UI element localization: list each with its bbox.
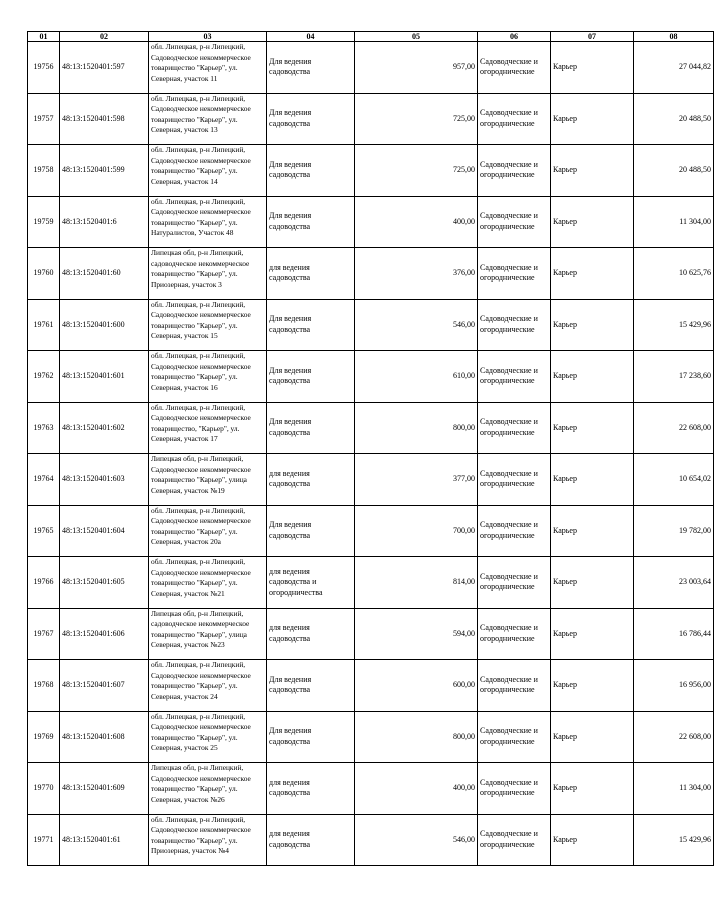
row-number: 19770	[28, 763, 60, 815]
row-number: 19768	[28, 660, 60, 712]
area: 610,00	[355, 351, 478, 403]
column-header: 06	[478, 32, 551, 42]
cadastral-number: 48:13:1520401:604	[60, 505, 149, 557]
cadastral-value: 22 608,00	[634, 402, 714, 454]
permitted-use: для ведения садоводства	[267, 248, 355, 300]
partnership-name: Карьер	[551, 93, 634, 145]
row-number: 19760	[28, 248, 60, 300]
area: 546,00	[355, 299, 478, 351]
row-number: 19757	[28, 93, 60, 145]
address: обл. Липецкая, р-н Липецкий, Садоводческое некоммерческое товарищество, "Карьер", ул. Северная, участок 17	[149, 402, 267, 454]
cadastral-number: 48:13:1520401:598	[60, 93, 149, 145]
address: обл. Липецкая, р-н Липецкий, Садоводческое некоммерческое товарищество "Карьер", ул. Северная, участок 20а	[149, 505, 267, 557]
address: обл. Липецкая, р-н Липецкий, Садоводческое некоммерческое товарищество "Карьер", ул. Северная, участок 25	[149, 711, 267, 763]
land-category: Садоводческие и огороднические	[478, 557, 551, 609]
row-number: 19765	[28, 505, 60, 557]
land-category: Садоводческие и огороднические	[478, 660, 551, 712]
address: Липецкая обл, р-н Липецкий, Садоводческое некоммерческое товарищество "Карьер", улица Северная, участок №19	[149, 454, 267, 506]
partnership-name: Карьер	[551, 248, 634, 300]
partnership-name: Карьер	[551, 454, 634, 506]
table-row	[28, 557, 714, 609]
cadastral-value: 20 488,50	[634, 93, 714, 145]
cadastral-value: 11 304,00	[634, 196, 714, 248]
address: обл. Липецкая, р-н Липецкий, Садоводческое некоммерческое товарищество "Карьер", ул. Северная, участок 24	[149, 660, 267, 712]
land-category: Садоводческие и огороднические	[478, 145, 551, 197]
partnership-name: Карьер	[551, 299, 634, 351]
cadastral-number: 48:13:1520401:601	[60, 351, 149, 403]
column-header: 05	[355, 32, 478, 42]
partnership-name: Карьер	[551, 505, 634, 557]
area: 600,00	[355, 660, 478, 712]
partnership-name: Карьер	[551, 145, 634, 197]
area: 400,00	[355, 763, 478, 815]
cadastral-number: 48:13:1520401:605	[60, 557, 149, 609]
land-category: Садоводческие и огороднические	[478, 248, 551, 300]
area: 377,00	[355, 454, 478, 506]
partnership-name: Карьер	[551, 814, 634, 866]
cadastral-number: 48:13:1520401:597	[60, 42, 149, 94]
table-row	[28, 814, 714, 866]
cadastral-value: 15 429,96	[634, 299, 714, 351]
cadastral-number: 48:13:1520401:609	[60, 763, 149, 815]
address: Липецкая обл, р-н Липецкий, Садоводческое некоммерческое товарищество "Карьер", ул. Северная, участок №26	[149, 763, 267, 815]
address: обл. Липецкая, р-н Липецкий, Садоводческое некоммерческое товарищество "Карьер", ул. Северная, участок 16	[149, 351, 267, 403]
area: 700,00	[355, 505, 478, 557]
permitted-use: для ведения садоводства	[267, 608, 355, 660]
address: Липецкая обл, р-н Липецкий, садоводческое некоммерческое товарищество "Карьер", улица Северная, участок №23	[149, 608, 267, 660]
land-category: Садоводческие и огороднические	[478, 711, 551, 763]
permitted-use: Для ведения садоводства	[267, 93, 355, 145]
land-category: Садоводческие и огороднические	[478, 814, 551, 866]
address: обл. Липецкая, р-н Липецкий, Садоводческое некоммерческое товарищество "Карьер", ул. Северная, участок 14	[149, 145, 267, 197]
header-row	[28, 32, 714, 42]
land-category: Садоводческие и огороднические	[478, 763, 551, 815]
row-number: 19767	[28, 608, 60, 660]
row-number: 19756	[28, 42, 60, 94]
row-number: 19769	[28, 711, 60, 763]
address: обл. Липецкая, р-н Липецкий, Садоводческое некоммерческое товарищество "Карьер", ул. Северная, участок 13	[149, 93, 267, 145]
area: 800,00	[355, 711, 478, 763]
permitted-use: Для ведения садоводства	[267, 402, 355, 454]
column-header: 04	[267, 32, 355, 42]
cadastral-value: 19 782,00	[634, 505, 714, 557]
table-row	[28, 660, 714, 712]
area: 594,00	[355, 608, 478, 660]
land-category: Садоводческие и огороднические	[478, 196, 551, 248]
table-row	[28, 93, 714, 145]
land-category: Садоводческие и огороднические	[478, 608, 551, 660]
partnership-name: Карьер	[551, 557, 634, 609]
address: обл. Липецкая, р-н Липецкий, Садоводческое некоммерческое товарищество "Карьер", ул. Северная, участок №21	[149, 557, 267, 609]
cadastral-value: 16 956,00	[634, 660, 714, 712]
area: 376,00	[355, 248, 478, 300]
row-number: 19759	[28, 196, 60, 248]
table-row	[28, 505, 714, 557]
area: 725,00	[355, 93, 478, 145]
partnership-name: Карьер	[551, 351, 634, 403]
area: 957,00	[355, 42, 478, 94]
table-row	[28, 196, 714, 248]
cadastral-value: 11 304,00	[634, 763, 714, 815]
permitted-use: Для ведения садоводства	[267, 505, 355, 557]
land-category: Садоводческие и огороднические	[478, 351, 551, 403]
address: обл. Липецкая, р-н Липецкий, Садоводческое некоммерческое товарищество "Карьер", ул. Приозерная, участок №4	[149, 814, 267, 866]
partnership-name: Карьер	[551, 711, 634, 763]
cadastral-value: 15 429,96	[634, 814, 714, 866]
land-category: Садоводческие и огороднические	[478, 93, 551, 145]
permitted-use: для ведения садоводства и огородничества	[267, 557, 355, 609]
permitted-use: Для ведения садоводства	[267, 299, 355, 351]
permitted-use: для ведения садоводства	[267, 763, 355, 815]
area: 800,00	[355, 402, 478, 454]
land-category: Садоводческие и огороднические	[478, 402, 551, 454]
permitted-use: Для ведения садоводства	[267, 196, 355, 248]
table-row	[28, 248, 714, 300]
cadastral-number: 48:13:1520401:606	[60, 608, 149, 660]
partnership-name: Карьер	[551, 763, 634, 815]
table-row	[28, 402, 714, 454]
row-number: 19763	[28, 402, 60, 454]
column-header: 08	[634, 32, 714, 42]
column-header: 02	[60, 32, 149, 42]
land-category: Садоводческие и огороднические	[478, 299, 551, 351]
land-category: Садоводческие и огороднические	[478, 505, 551, 557]
column-header: 03	[149, 32, 267, 42]
column-header: 07	[551, 32, 634, 42]
permitted-use: Для ведения садоводства	[267, 42, 355, 94]
table-row	[28, 299, 714, 351]
area: 546,00	[355, 814, 478, 866]
land-category: Садоводческие и огороднические	[478, 454, 551, 506]
table-header	[28, 32, 714, 42]
partnership-name: Карьер	[551, 402, 634, 454]
cadastral-number: 48:13:1520401:6	[60, 196, 149, 248]
row-number: 19761	[28, 299, 60, 351]
address: обл. Липецкая, р-н Липецкий, Садоводческое некоммерческое товарищество "Карьер", ул. Северная, участок 11	[149, 42, 267, 94]
cadastral-number: 48:13:1520401:603	[60, 454, 149, 506]
table-row	[28, 351, 714, 403]
row-number: 19758	[28, 145, 60, 197]
table-row	[28, 608, 714, 660]
partnership-name: Карьер	[551, 608, 634, 660]
cadastral-number: 48:13:1520401:600	[60, 299, 149, 351]
row-number: 19766	[28, 557, 60, 609]
partnership-name: Карьер	[551, 660, 634, 712]
permitted-use: Для ведения садоводства	[267, 711, 355, 763]
permitted-use: Для ведения садоводства	[267, 145, 355, 197]
cadastral-number: 48:13:1520401:599	[60, 145, 149, 197]
row-number: 19762	[28, 351, 60, 403]
cadastral-value: 16 786,44	[634, 608, 714, 660]
area: 400,00	[355, 196, 478, 248]
cadastral-number: 48:13:1520401:608	[60, 711, 149, 763]
land-category: Садоводческие и огороднические	[478, 42, 551, 94]
column-header: 01	[28, 32, 60, 42]
area: 725,00	[355, 145, 478, 197]
cadastral-value: 27 044,82	[634, 42, 714, 94]
partnership-name: Карьер	[551, 42, 634, 94]
table-row	[28, 145, 714, 197]
cadastral-number: 48:13:1520401:607	[60, 660, 149, 712]
row-number: 19764	[28, 454, 60, 506]
partnership-name: Карьер	[551, 196, 634, 248]
table-row	[28, 42, 714, 94]
address: обл. Липецкая, р-н Липецкий, Садоводческое некоммерческое товарищество "Карьер", ул. Северная, участок 15	[149, 299, 267, 351]
permitted-use: Для ведения садоводства	[267, 660, 355, 712]
permitted-use: Для ведения садоводства	[267, 351, 355, 403]
permitted-use: для ведения садоводства	[267, 814, 355, 866]
table-body	[28, 42, 714, 866]
cadastral-number: 48:13:1520401:61	[60, 814, 149, 866]
cadastral-number: 48:13:1520401:602	[60, 402, 149, 454]
cadastral-value: 23 003,64	[634, 557, 714, 609]
table-row	[28, 454, 714, 506]
permitted-use: для ведения садоводства	[267, 454, 355, 506]
area: 814,00	[355, 557, 478, 609]
address: Липецкая обл, р-н Липецкий, садоводческое некоммерческое товарищество "Карьер", ул. Приозерная, участок 3	[149, 248, 267, 300]
table-row	[28, 711, 714, 763]
cadastral-value: 22 608,00	[634, 711, 714, 763]
cadastral-value: 17 238,60	[634, 351, 714, 403]
land-plots-table	[27, 31, 714, 866]
address: обл. Липецкая, р-н Липецкий, Садоводческое некоммерческое товарищество "Карьер", ул. Натуралистов, Участок 48	[149, 196, 267, 248]
cadastral-value: 20 488,50	[634, 145, 714, 197]
row-number: 19771	[28, 814, 60, 866]
cadastral-value: 10 654,02	[634, 454, 714, 506]
table-row	[28, 763, 714, 815]
cadastral-value: 10 625,76	[634, 248, 714, 300]
cadastral-number: 48:13:1520401:60	[60, 248, 149, 300]
